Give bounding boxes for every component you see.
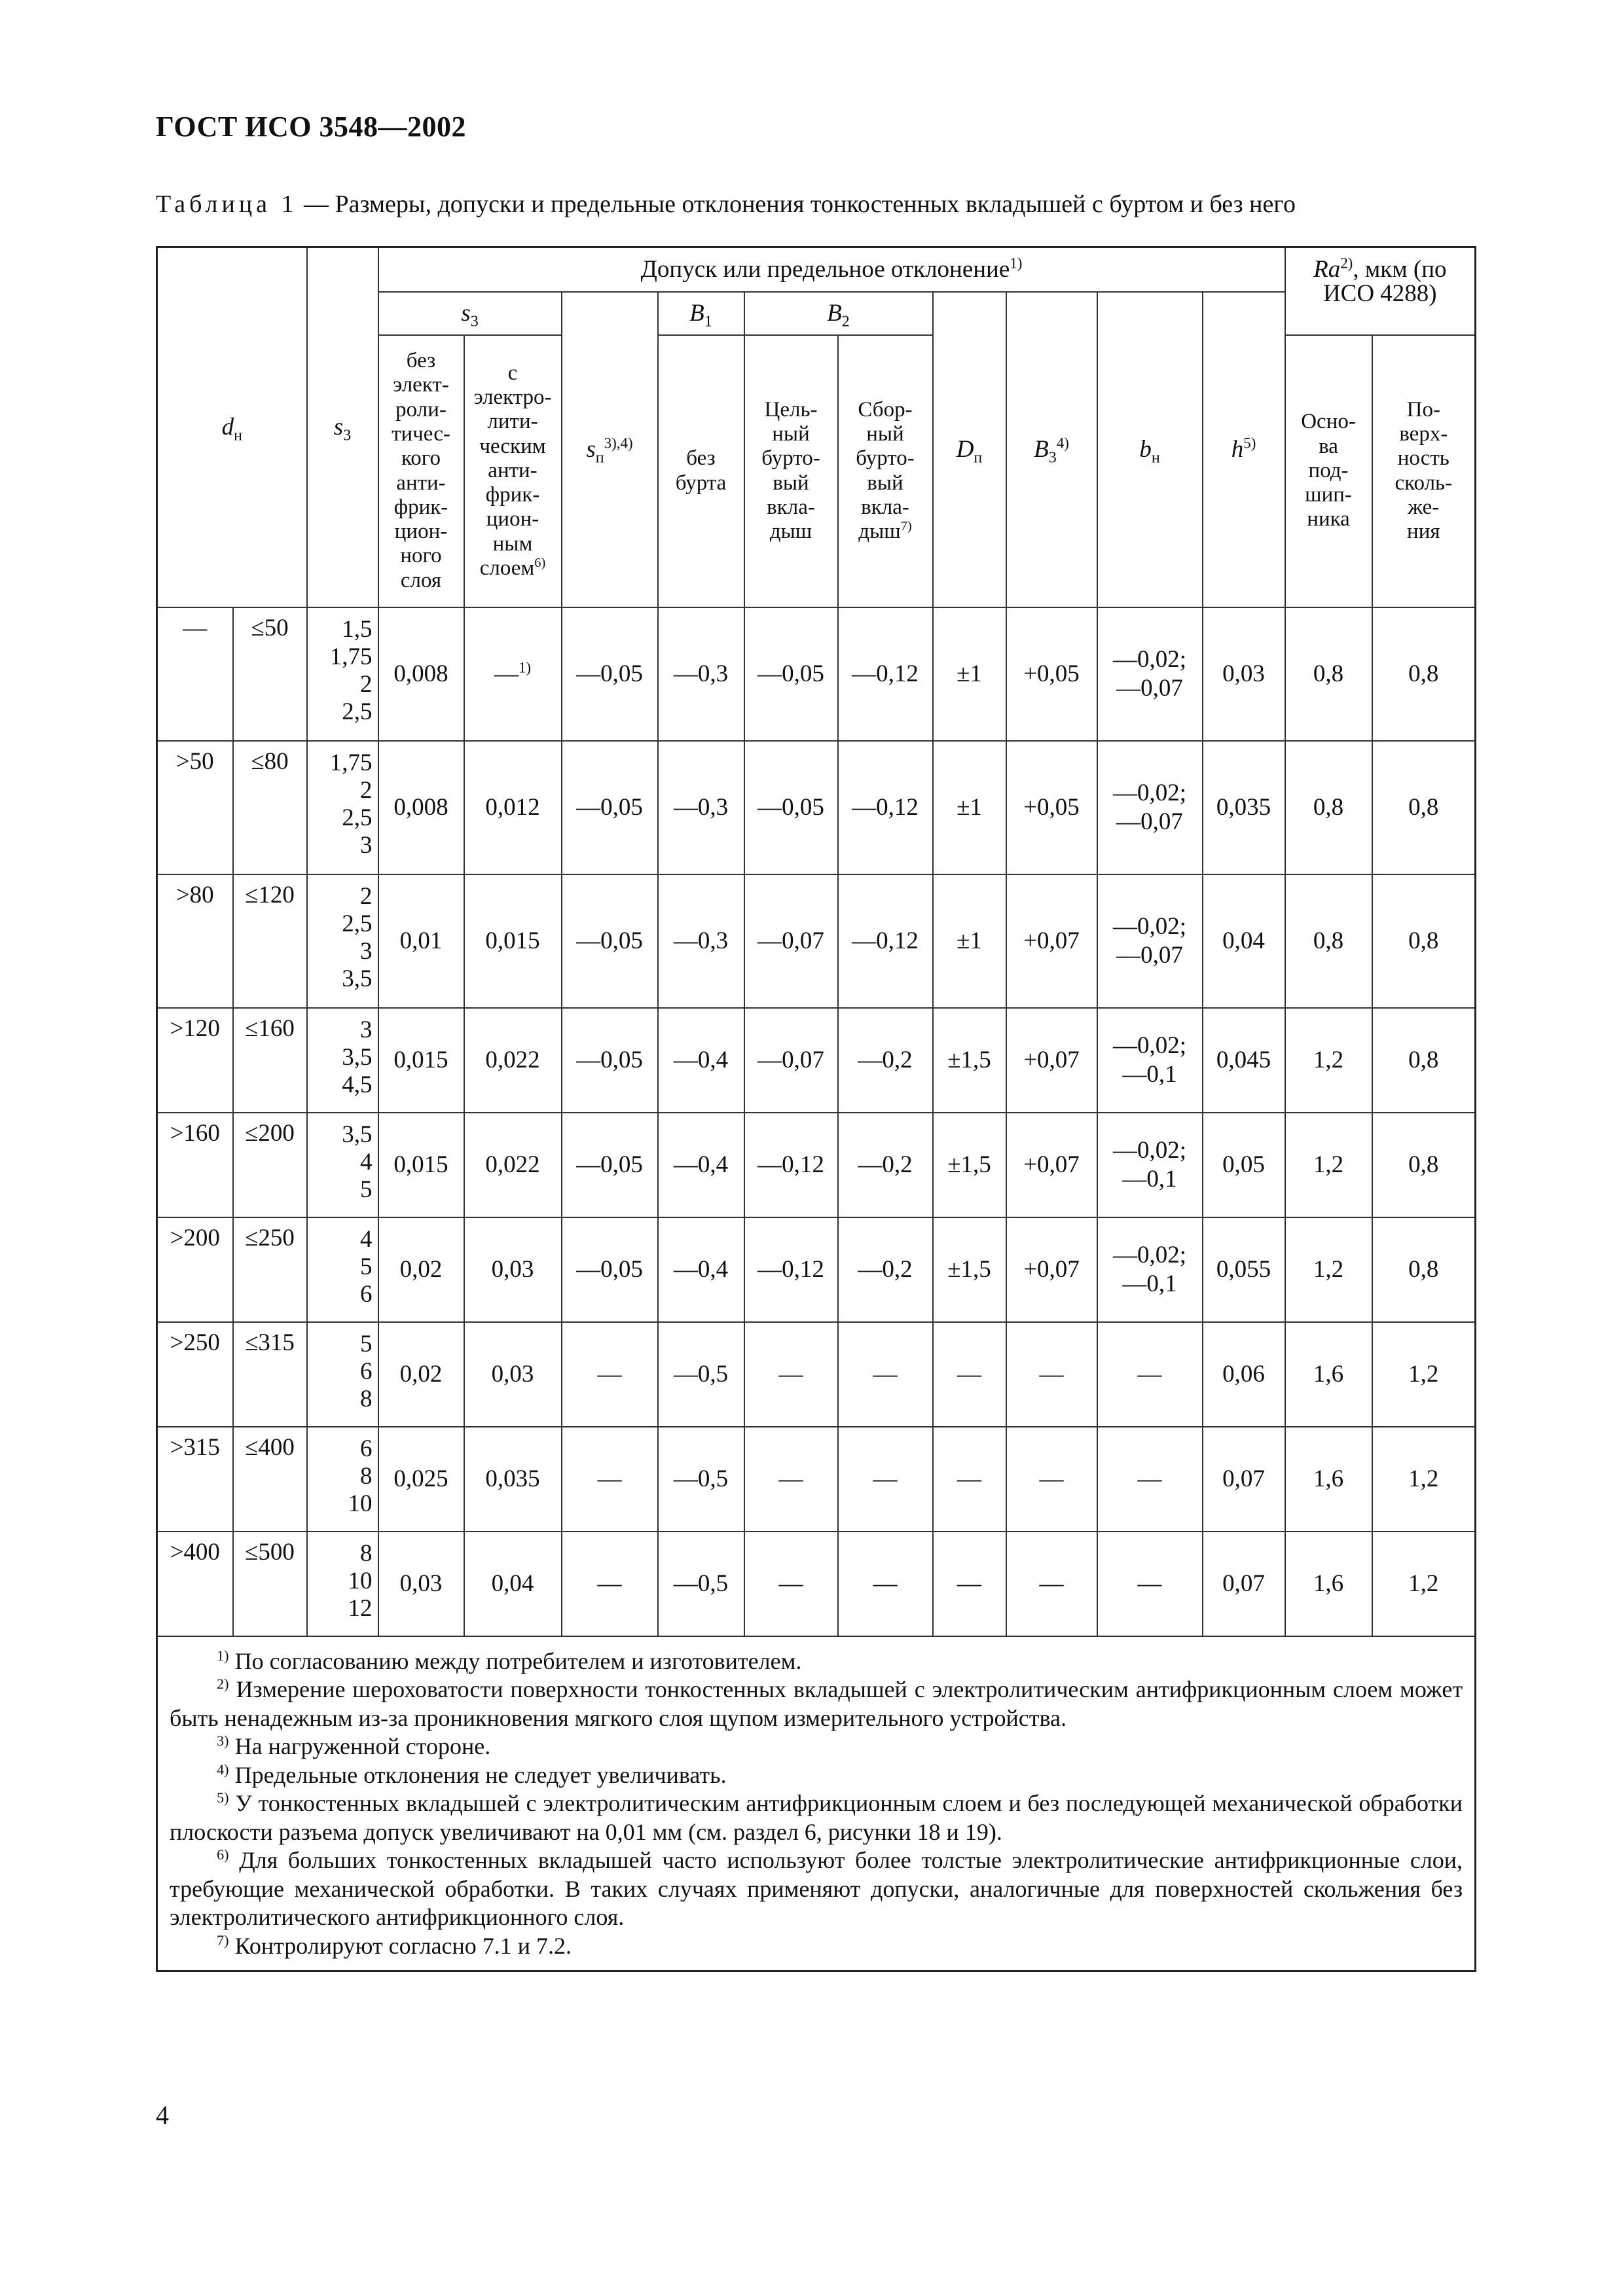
dp-header: $D_п$ [933, 292, 1006, 607]
s3-values [308, 1540, 378, 1623]
s3-values [308, 1435, 378, 1518]
s3-with-layer: 0,022 [464, 1113, 562, 1217]
ra-base-value: 1,2 [1285, 1008, 1372, 1113]
table-row [157, 607, 1476, 741]
h-header: $h^{5)}$ [1203, 292, 1285, 607]
b2-solid-value: — [744, 1532, 838, 1636]
dn-header: $d_н$ [157, 247, 307, 607]
b2-assembled-value: — [838, 1322, 933, 1427]
b3-value: +0,07 [1006, 1217, 1097, 1322]
b3-value: — [1006, 1532, 1097, 1636]
s3-no-layer: 0,03 [378, 1532, 464, 1636]
bn-value-line: —0,02; [1112, 645, 1187, 673]
s3-no-layer: 0,025 [378, 1427, 464, 1532]
b1-header: $B_1$ [658, 292, 744, 335]
document-header: ГОСТ ИСО 3548—2002 [156, 111, 467, 143]
s3-value: 2 [360, 882, 373, 910]
b3-value: +0,05 [1006, 741, 1097, 874]
s3-value: 6 [360, 1435, 373, 1462]
footnote [170, 1789, 1463, 1846]
sp-value: — [562, 1427, 658, 1532]
b1-value: —0,4 [658, 1217, 744, 1322]
dn-from: >160 [157, 1113, 233, 1217]
bn-value [1098, 1241, 1202, 1298]
s3-with-layer: 0,015 [464, 874, 562, 1008]
bn-value [1098, 779, 1202, 836]
bn-value-line: —0,02; [1112, 779, 1187, 806]
b1-value: —0,5 [658, 1322, 744, 1427]
s3-with-layer: 0,03 [464, 1322, 562, 1427]
s3-value: 3,5 [342, 965, 373, 993]
s3-value: 4,5 [342, 1071, 373, 1098]
footnote [170, 1846, 1463, 1932]
sp-value: —0,05 [562, 874, 658, 1008]
b3-value: — [1006, 1427, 1097, 1532]
dp-value: — [933, 1427, 1006, 1532]
b2-assembled-value: —0,12 [838, 874, 933, 1008]
bn-value-line: —0,07 [1116, 674, 1183, 702]
s3-no-layer: 0,02 [378, 1322, 464, 1427]
footnote-mark: 3) [217, 1732, 229, 1749]
bn-value-line: —0,1 [1122, 1270, 1177, 1297]
bn-value [1098, 1360, 1202, 1389]
dn-to: ≤200 [233, 1113, 307, 1217]
s3-value: 3 [360, 832, 373, 859]
b3-header: $B_3^{4)}$ [1006, 292, 1097, 607]
s3-value: 12 [348, 1594, 373, 1622]
dp-value: ±1 [933, 874, 1006, 1008]
s3-value: 8 [360, 1462, 373, 1490]
dn-to: ≤120 [233, 874, 307, 1008]
ra-surface-value: 0,8 [1372, 607, 1476, 741]
dp-value: ±1,5 [933, 1113, 1006, 1217]
footnote [170, 1676, 1463, 1732]
bn-value [1098, 1031, 1202, 1088]
footnote-mark: 7) [217, 1931, 229, 1948]
b2-header: $B_2$ [744, 292, 933, 335]
bn-value-line: —0,02; [1112, 1031, 1187, 1059]
s3-value: 5 [360, 1175, 373, 1203]
b2-assembled-value: — [838, 1427, 933, 1532]
ra-base-value: 0,8 [1285, 874, 1372, 1008]
dn-from: >200 [157, 1217, 233, 1322]
ra-base-header: Осно- ва под- шип- ника [1285, 335, 1372, 607]
s3-no-layer: 0,015 [378, 1008, 464, 1113]
h-value: 0,055 [1203, 1217, 1285, 1322]
s3-value: 5 [360, 1330, 373, 1357]
b2-solid-value: — [744, 1427, 838, 1532]
dp-value: ±1 [933, 741, 1006, 874]
dn-to: ≤160 [233, 1008, 307, 1113]
s3-with-layer: 0,012 [464, 741, 562, 874]
bn-value-line: —0,1 [1122, 1165, 1177, 1193]
s3-values [308, 1331, 378, 1414]
s3-with-layer: 0,04 [464, 1532, 562, 1636]
b2-solid-value: —0,07 [744, 1008, 838, 1113]
dp-value: ±1,5 [933, 1008, 1006, 1113]
dn-to: ≤80 [233, 741, 307, 874]
s3-value: 2 [360, 776, 373, 804]
footnote [170, 1761, 1463, 1790]
footnote-text: Для больших тонкостенных вкладышей часто используют более толстые электролитические антифрикционные слои, требующие механической обработки. В таких случаях применяют допуски, аналогичные для поверхностей скольжения без электролитического антифрикционного слоя. [170, 1847, 1463, 1931]
table-row [157, 1217, 1476, 1322]
b3-value: — [1006, 1322, 1097, 1427]
s3-value: 1,75 [329, 749, 373, 776]
ra-base-value: 1,6 [1285, 1532, 1372, 1636]
ra-surface-value: 0,8 [1372, 874, 1476, 1008]
s3-value: 8 [360, 1539, 373, 1567]
s3-value: 2,5 [342, 910, 373, 937]
s3-value: 10 [348, 1567, 373, 1594]
s3-value: 3,5 [342, 1043, 373, 1071]
table-notes [157, 1636, 1476, 1971]
bn-value-line: —0,07 [1116, 941, 1183, 969]
s3-value: 3 [360, 937, 373, 965]
bn-value-line: —0,02; [1112, 912, 1187, 940]
footnote-ref: 1) [518, 659, 532, 676]
dn-from: >50 [157, 741, 233, 874]
assembled-liner-header: Сбор- ный бурто- вый вкла- дыш$^{7)}$ [838, 335, 933, 607]
table-row [157, 1322, 1476, 1427]
ra-base-value: 1,6 [1285, 1427, 1372, 1532]
h-value: 0,05 [1203, 1113, 1285, 1217]
s3-group-header: $s_3$ [378, 292, 562, 335]
b3-value: +0,07 [1006, 874, 1097, 1008]
caption-label: Таблица 1 [156, 190, 298, 218]
s3-with-layer: 0,03 [464, 1217, 562, 1322]
s3-values [308, 883, 378, 994]
footnote-text: У тонкостенных вкладышей с электролитическим антифрикционным слоем и без последующей механической обработки плоскости разъема допуск увеличивают на 0,01 мм (см. раздел 6, рисунки 18 и 19). [170, 1790, 1463, 1845]
s3-value: 3 [360, 1016, 373, 1043]
s3-values [308, 616, 378, 726]
b2-assembled-value: —0,12 [838, 607, 933, 741]
s3-value: 10 [348, 1490, 373, 1517]
footnote [170, 1647, 1463, 1676]
b3-value: +0,05 [1006, 607, 1097, 741]
footnote-text: По согласованию между потребителем и изготовителем. [234, 1647, 802, 1674]
h-value: 0,03 [1203, 607, 1285, 741]
s3-value: 2,5 [342, 698, 373, 726]
s3-value: 1,75 [329, 643, 373, 670]
bn-value-line: — [1137, 1360, 1162, 1388]
dn-from: >120 [157, 1008, 233, 1113]
bn-value-line: —0,02; [1112, 1241, 1187, 1268]
s3-no-layer: 0,02 [378, 1217, 464, 1322]
tolerance-group-header: Допуск или предельное отклонение$^{1)}$ [378, 247, 1285, 292]
b2-assembled-value: —0,2 [838, 1008, 933, 1113]
bn-value [1098, 1465, 1202, 1494]
b2-solid-value: —0,12 [744, 1113, 838, 1217]
table-row [157, 1532, 1476, 1636]
b2-assembled-value: —0,12 [838, 741, 933, 874]
b1-value: —0,5 [658, 1427, 744, 1532]
bn-value-line: — [1137, 1570, 1162, 1597]
table-row [157, 1008, 1476, 1113]
ra-surface-header: По- верх- ность сколь- же- ния [1372, 335, 1476, 607]
ra-surface-value: 0,8 [1372, 1008, 1476, 1113]
bn-value-line: —0,07 [1116, 808, 1183, 835]
b3-value: +0,07 [1006, 1113, 1097, 1217]
footnote-mark: 1) [217, 1647, 229, 1664]
sp-value: — [562, 1532, 658, 1636]
table-caption [156, 190, 1465, 219]
s3-values [308, 749, 378, 860]
footnote-text: Предельные отклонения не следует увеличивать. [234, 1761, 727, 1788]
bn-value-line: —0,02; [1112, 1136, 1187, 1164]
footnote [170, 1932, 1463, 1961]
b1-value: —0,3 [658, 741, 744, 874]
bn-value-line: — [1137, 1465, 1162, 1492]
dn-from: >250 [157, 1322, 233, 1427]
no-layer-header: без элект- роли- тичес- кого анти- фрик- цион- ного слоя [378, 335, 464, 607]
b2-solid-value: —0,12 [744, 1217, 838, 1322]
s3-value: 1,5 [342, 615, 373, 643]
ra-surface-value: 0,8 [1372, 1113, 1476, 1217]
bn-value [1098, 912, 1202, 969]
s3-value: 8 [360, 1385, 373, 1412]
b2-solid-value: —0,05 [744, 607, 838, 741]
bn-value [1098, 1570, 1202, 1598]
b1-value: —0,3 [658, 607, 744, 741]
table-row [157, 1427, 1476, 1532]
s3-with-layer: 0,035 [464, 1427, 562, 1532]
sp-value: — [562, 1322, 658, 1427]
ra-base-value: 0,8 [1285, 741, 1372, 874]
dn-to: ≤500 [233, 1532, 307, 1636]
footnote-mark: 6) [217, 1846, 229, 1863]
b2-assembled-value: —0,2 [838, 1113, 933, 1217]
s3-value: 4 [360, 1148, 373, 1175]
footnote-text: Измерение шероховатости поверхности тонкостенных вкладышей с электролитическим антифрикционным слоем может быть ненадежным из-за проникновения мягкого слоя щупом измерительного устройства. [170, 1676, 1463, 1731]
with-layer-header: с электро- лити- ческим анти- фрик- цион- ным слоем$^{6)}$ [464, 335, 562, 607]
b2-solid-value: —0,05 [744, 741, 838, 874]
ra-surface-value: 1,2 [1372, 1532, 1476, 1636]
s3-with-layer: —$^{1)}$ [464, 607, 562, 741]
s3-no-layer: 0,01 [378, 874, 464, 1008]
sp-value: —0,05 [562, 1008, 658, 1113]
dn-from: >315 [157, 1427, 233, 1532]
dn-from: — [157, 607, 233, 741]
s3-values [308, 1016, 378, 1100]
dp-value: ±1 [933, 607, 1006, 741]
bn-value [1098, 645, 1202, 702]
dimensions-table [156, 246, 1476, 1972]
footnote-mark: 4) [217, 1761, 229, 1778]
s3-value: 6 [360, 1280, 373, 1308]
h-value: 0,06 [1203, 1322, 1285, 1427]
dp-value: — [933, 1532, 1006, 1636]
bn-value [1098, 1136, 1202, 1193]
table-row [157, 741, 1476, 874]
ra-surface-value: 1,2 [1372, 1427, 1476, 1532]
dn-to: ≤50 [233, 607, 307, 741]
h-value: 0,04 [1203, 874, 1285, 1008]
ra-base-value: 1,2 [1285, 1217, 1372, 1322]
table-row [157, 1113, 1476, 1217]
footnote [170, 1732, 1463, 1761]
s3-no-layer: 0,008 [378, 741, 464, 874]
b2-solid-value: — [744, 1322, 838, 1427]
dn-from: >80 [157, 874, 233, 1008]
h-value: 0,035 [1203, 741, 1285, 874]
s3-value: 2,5 [342, 804, 373, 831]
page-number: 4 [156, 2100, 169, 2130]
s3-values [308, 1121, 378, 1204]
h-value: 0,07 [1203, 1427, 1285, 1532]
ra-header: Ra$^{2)}$, мкм (по ИСО 4288) [1285, 247, 1476, 335]
ra-surface-value: 0,8 [1372, 741, 1476, 874]
h-value: 0,045 [1203, 1008, 1285, 1113]
sp-value: —0,05 [562, 1113, 658, 1217]
ra-surface-value: 1,2 [1372, 1322, 1476, 1427]
footnote-text: Контролируют согласно 7.1 и 7.2. [234, 1932, 572, 1959]
s3-no-layer: 0,015 [378, 1113, 464, 1217]
ra-base-value: 0,8 [1285, 607, 1372, 741]
bn-value-line: —0,1 [1122, 1060, 1177, 1088]
b1-value: —0,3 [658, 874, 744, 1008]
b2-solid-value: —0,07 [744, 874, 838, 1008]
ra-base-value: 1,6 [1285, 1322, 1372, 1427]
s3-value: 3,5 [342, 1121, 373, 1148]
ra-base-value: 1,2 [1285, 1113, 1372, 1217]
s3-header: $s_3$ [307, 247, 378, 607]
table-row [157, 874, 1476, 1008]
s3-values [308, 1226, 378, 1309]
footnote-mark: 5) [217, 1789, 229, 1806]
b2-assembled-value: — [838, 1532, 933, 1636]
bn-header: $b_н$ [1097, 292, 1203, 607]
sp-value: —0,05 [562, 1217, 658, 1322]
solid-liner-header: Цель- ный бурто- вый вкла- дыш [744, 335, 838, 607]
dp-value: — [933, 1322, 1006, 1427]
dn-to: ≤400 [233, 1427, 307, 1532]
sp-header: $s_п^{3),4)}$ [562, 292, 658, 607]
b1-value: —0,5 [658, 1532, 744, 1636]
footnote-text: На нагруженной стороне. [234, 1733, 491, 1760]
b1-value: —0,4 [658, 1008, 744, 1113]
dn-to: ≤315 [233, 1322, 307, 1427]
sp-value: —0,05 [562, 607, 658, 741]
b1-value: —0,4 [658, 1113, 744, 1217]
dn-from: >400 [157, 1532, 233, 1636]
h-value: 0,07 [1203, 1532, 1285, 1636]
dp-value: ±1,5 [933, 1217, 1006, 1322]
s3-value: 4 [360, 1225, 373, 1253]
dn-to: ≤250 [233, 1217, 307, 1322]
s3-value: 5 [360, 1253, 373, 1280]
s3-value: 2 [360, 670, 373, 698]
b2-assembled-value: —0,2 [838, 1217, 933, 1322]
s3-with-layer: 0,022 [464, 1008, 562, 1113]
s3-value: 6 [360, 1357, 373, 1385]
b3-value: +0,07 [1006, 1008, 1097, 1113]
no-collar-header: без бурта [658, 335, 744, 607]
footnote-mark: 2) [217, 1676, 229, 1693]
s3-no-layer: 0,008 [378, 607, 464, 741]
caption-text: — Размеры, допуски и предельные отклонения тонкостенных вкладышей с буртом и без него [297, 190, 1296, 218]
ra-surface-value: 0,8 [1372, 1217, 1476, 1322]
sp-value: —0,05 [562, 741, 658, 874]
